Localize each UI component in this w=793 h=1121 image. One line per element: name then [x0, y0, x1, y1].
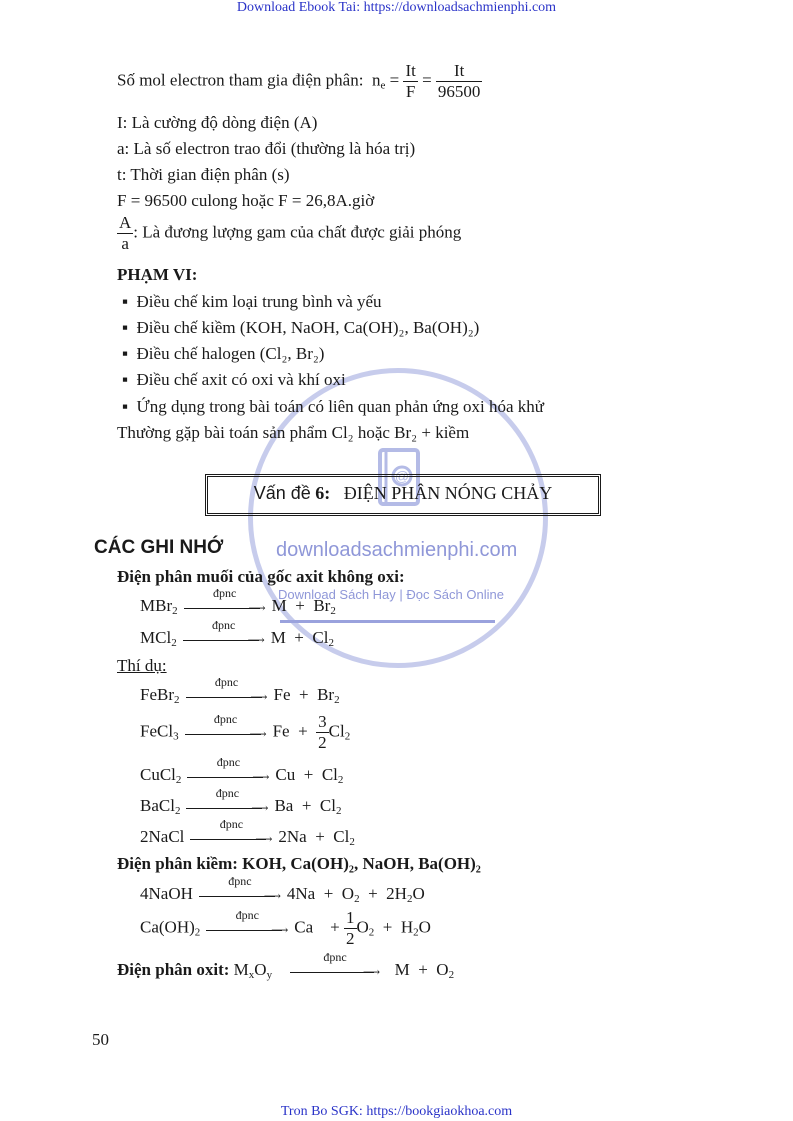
- reaction-bacl2: BaCl$_2$ đpnc ⟶ $Ba + Cl_2$: [140, 786, 342, 817]
- reaction-fecl3: FeCl$_3$ đpnc ⟶ Fe + $\frac{3}{2}$ $Cl_2$: [140, 711, 351, 752]
- topic-heading: Vấn đề 6: ĐIỆN PHÂN NÓNG CHẢY: [253, 483, 553, 503]
- electron-mol-formula: Số mol electron tham gia điện phân: $n_e$ = $\frac{It}{F}$ = $\frac{It}{96500}$: [117, 61, 481, 101]
- svg-text:@: @: [394, 468, 410, 484]
- section-title: CÁC GHI NHỚ: [94, 537, 224, 558]
- equivalent-definition: $\frac{A}{a}$ : Là đương lượng gam của chất được giải phóng: [119, 213, 462, 253]
- reaction-mcl2: MCl$_2$ đpnc ⟶ $M + Cl_2$: [140, 618, 334, 649]
- reaction-naoh: 4NaOH đpnc ⟶ $4Na + O_2 + 2H_2O$: [140, 874, 425, 905]
- subsection-alkali: Điện phân kiềm: KOH, Ca(OH)₂, NaOH, Ba(OH)₂: [117, 854, 481, 873]
- scope-item: ▪ Điều chế halogen (Cl₂, Br₂): [122, 344, 325, 363]
- definition-f: F = 96500 culong hoặc F = 26,8A.giờ: [117, 191, 375, 210]
- topic-heading-box: [205, 474, 601, 516]
- scope-item: ▪ Ứng dụng trong bài toán có liên quan phản ứng oxi hóa khử: [122, 397, 544, 416]
- page-footer-link[interactable]: Tron Bo SGK: https://bookgiaokhoa.com: [280, 1104, 513, 1119]
- example-label: Thí dụ:: [117, 656, 167, 675]
- reaction-febr2: FeBr$_2$ đpnc ⟶ $Fe + Br_2$: [140, 675, 340, 706]
- scope-item: ▪ Điều chế kiềm (KOH, NaOH, Ca(OH)₂, Ba(OH)₂): [122, 318, 480, 337]
- watermark-site: downloadsachmienphi.com: [276, 539, 518, 561]
- watermark-underline: [280, 620, 495, 623]
- definition-a: a: Là số electron trao đổi (thường là hóa trị): [117, 139, 416, 158]
- page-header-link[interactable]: Download Ebook Tai: https://downloadsachmienphi.com: [236, 0, 557, 15]
- scope-item: ▪ Điều chế axit có oxi và khí oxi: [122, 370, 346, 389]
- scope-item: ▪ Điều chế kim loại trung bình và yếu: [122, 292, 382, 311]
- definition-i: I: Là cường độ dòng điện (A): [117, 113, 318, 132]
- page-number: 50: [92, 1030, 109, 1049]
- reaction-mbr2: MBr$_2$ đpnc ⟶ $M + Br_2$: [140, 586, 336, 617]
- scope-title: PHẠM VI:: [117, 265, 198, 284]
- definition-t: t: Thời gian điện phân (s): [117, 165, 290, 184]
- reaction-caoh2: $Ca(OH)_2$ đpnc ⟶ Ca + $\frac{1}{2}$ $O_2 + H_2O$: [140, 907, 431, 948]
- subsection-nonoxy-salt: Điện phân muối của gốc axit không oxi:: [117, 567, 405, 586]
- reaction-cucl2: CuCl$_2$ đpnc ⟶ $Cu + Cl_2$: [140, 755, 344, 786]
- reaction-nacl: 2NaCl đpnc ⟶ $2Na + Cl_2$: [140, 817, 355, 848]
- watermark-tagline: Download Sách Hay | Đọc Sách Online: [278, 587, 504, 602]
- common-note: Thường gặp bài toán sản phẩm Cl₂ hoặc Br₂ + kiềm: [117, 423, 470, 442]
- reaction-oxide: Điện phân oxit: $M_xO_y$ đpnc ⟶ $M + O_2$: [117, 950, 455, 981]
